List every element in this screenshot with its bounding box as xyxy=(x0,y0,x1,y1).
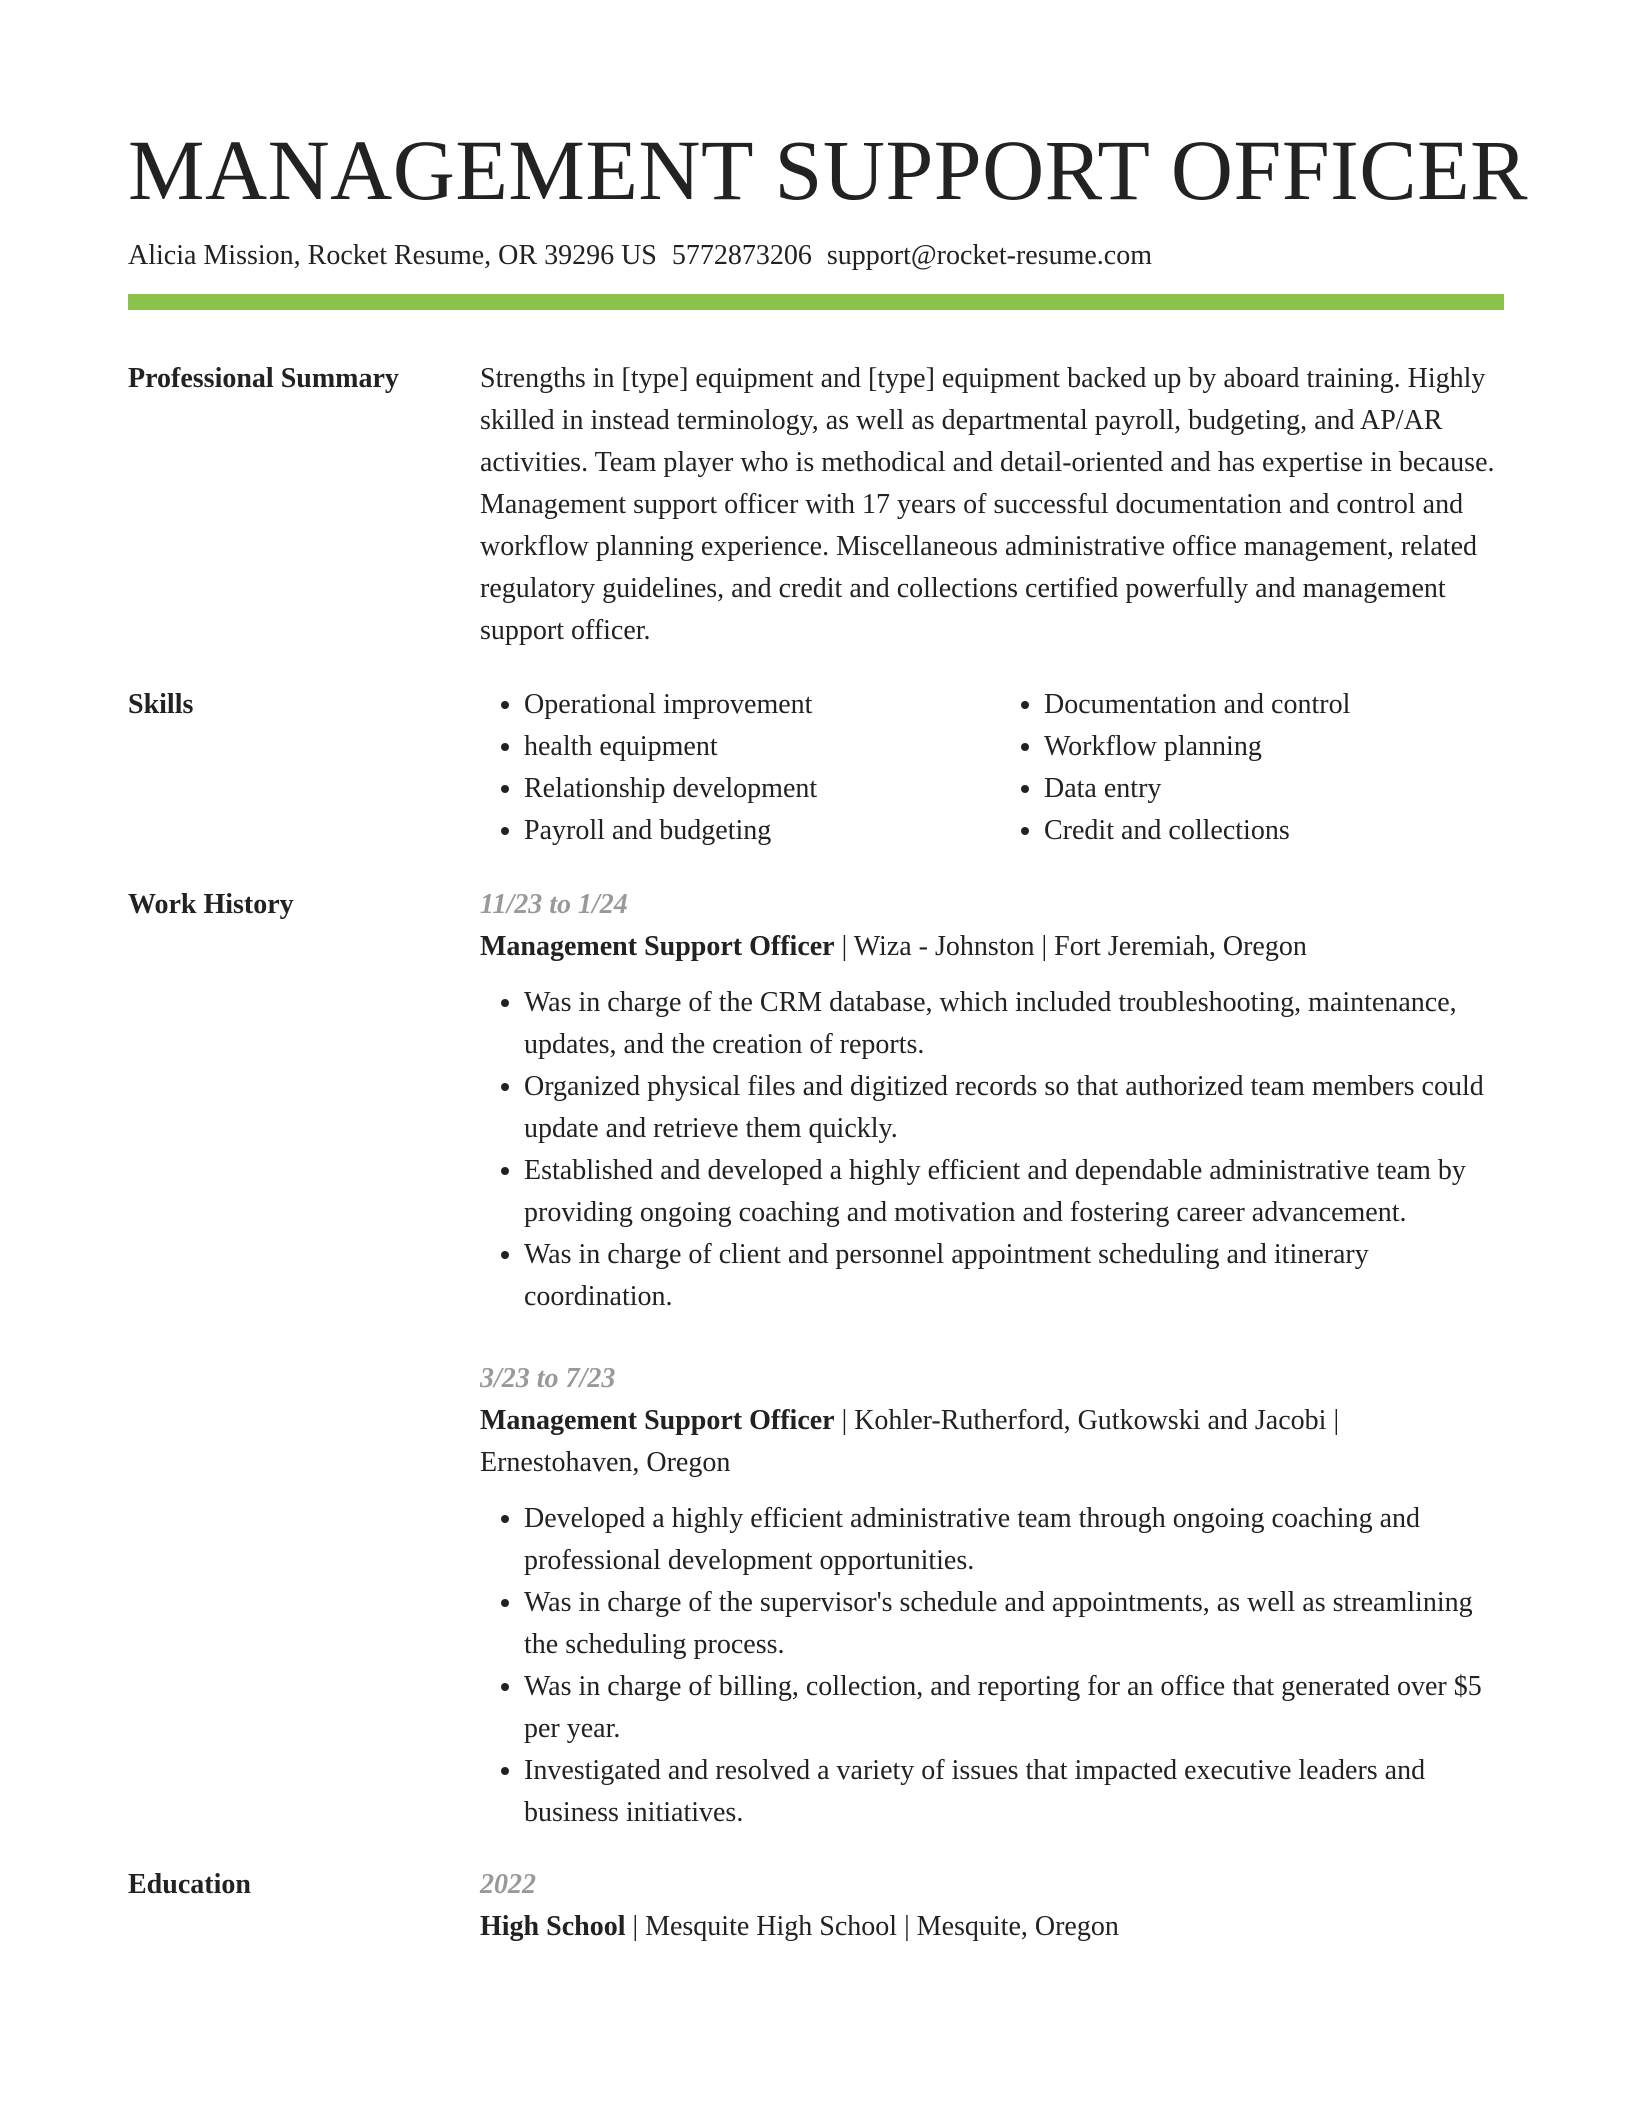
summary-section xyxy=(128,358,1504,652)
contact-email[interactable]: support@rocket-resume.com xyxy=(826,240,1153,271)
education-line xyxy=(480,1906,1504,1948)
job-bullet: • Investigated and resolved a variety of issues that impacted executive leaders and business initiatives. xyxy=(524,1750,1504,1834)
job-entry xyxy=(480,1358,1504,1834)
skills-section xyxy=(128,684,1504,852)
summary-text: Strengths in [type] equipment and [type] equipment backed up by aboard training. Highly skilled in instead terminology, as well as departmental payroll, budgeting, and AP/AR activities. Team player who is methodical and detail-oriented and has expertise in because. Management support officer with 17 years of successful documentation and control and workflow planning experience. Miscellaneous administrative office management, related regulatory guidelines, and credit and collections certified powerfully and management support officer. xyxy=(480,363,1495,646)
education-section xyxy=(128,1864,1504,1948)
job-employer: | Kohler-Rutherford, Gutkowski and Jacobi | Ernestohaven, Oregon xyxy=(480,1405,1340,1478)
skill-item: • Credit and collections xyxy=(1044,810,1504,852)
work-history-heading: Work History xyxy=(128,889,294,920)
skills-column-right xyxy=(984,684,1504,852)
resume-title: MANAGEMENT SUPPORT OFFICER xyxy=(128,122,1529,218)
contact-phone: 5772873206 xyxy=(671,240,812,271)
skills-heading: Skills xyxy=(128,689,194,720)
skills-grid xyxy=(480,684,1504,852)
job-bullet: • Organized physical files and digitized records so that authorized team members could update and retrieve them quickly. xyxy=(524,1066,1504,1150)
resume-page xyxy=(128,0,1529,1948)
skill-item: • Relationship development xyxy=(524,768,984,810)
job-bullet: • Was in charge of client and personnel appointment scheduling and itinerary coordination. xyxy=(524,1234,1504,1318)
education-heading: Education xyxy=(128,1869,251,1900)
education-degree: High School xyxy=(480,1911,626,1942)
job-entry xyxy=(480,884,1504,1318)
job-bullets xyxy=(480,1498,1504,1834)
skills-column-left xyxy=(480,684,984,852)
job-dates: 3/23 to 7/23 xyxy=(480,1363,616,1394)
contact-address: Alicia Mission, Rocket Resume, OR 39296 US xyxy=(128,240,657,271)
education-body xyxy=(480,1864,1504,1948)
summary-heading: Professional Summary xyxy=(128,363,399,394)
job-role: Management Support Officer xyxy=(480,1405,835,1436)
job-employer: | Wiza - Johnston | Fort Jeremiah, Oregon xyxy=(834,931,1307,962)
contact-line xyxy=(128,238,1504,274)
job-bullets xyxy=(480,982,1504,1318)
job-role: Management Support Officer xyxy=(480,931,835,962)
work-history-body xyxy=(480,884,1504,1834)
skill-item: • Data entry xyxy=(1044,768,1504,810)
skill-item: • health equipment xyxy=(524,726,984,768)
education-school: | Mesquite High School | Mesquite, Oregon xyxy=(625,1911,1119,1942)
job-dates: 11/23 to 1/24 xyxy=(480,889,628,920)
skill-item: • Workflow planning xyxy=(1044,726,1504,768)
job-bullet: • Was in charge of the CRM database, which included troubleshooting, maintenance, updates, and the creation of reports. xyxy=(524,982,1504,1066)
skill-item: • Payroll and budgeting xyxy=(524,810,984,852)
skill-item: • Operational improvement xyxy=(524,684,984,726)
job-bullet: • Established and developed a highly efficient and dependable administrative team by providing ongoing coaching and motivation and fostering career advancement. xyxy=(524,1150,1504,1234)
skill-item: • Documentation and control xyxy=(1044,684,1504,726)
job-title-line xyxy=(480,1400,1504,1484)
job-bullet: • Was in charge of the supervisor's schedule and appointments, as well as streamlining the scheduling process. xyxy=(524,1582,1504,1666)
accent-divider xyxy=(128,294,1504,310)
job-bullet: • Developed a highly efficient administrative team through ongoing coaching and professional development opportunities. xyxy=(524,1498,1504,1582)
job-title-line xyxy=(480,926,1504,968)
work-history-section xyxy=(128,884,1504,1834)
job-bullet: • Was in charge of billing, collection, and reporting for an office that generated over $5 per year. xyxy=(524,1666,1504,1750)
education-year: 2022 xyxy=(480,1869,536,1900)
